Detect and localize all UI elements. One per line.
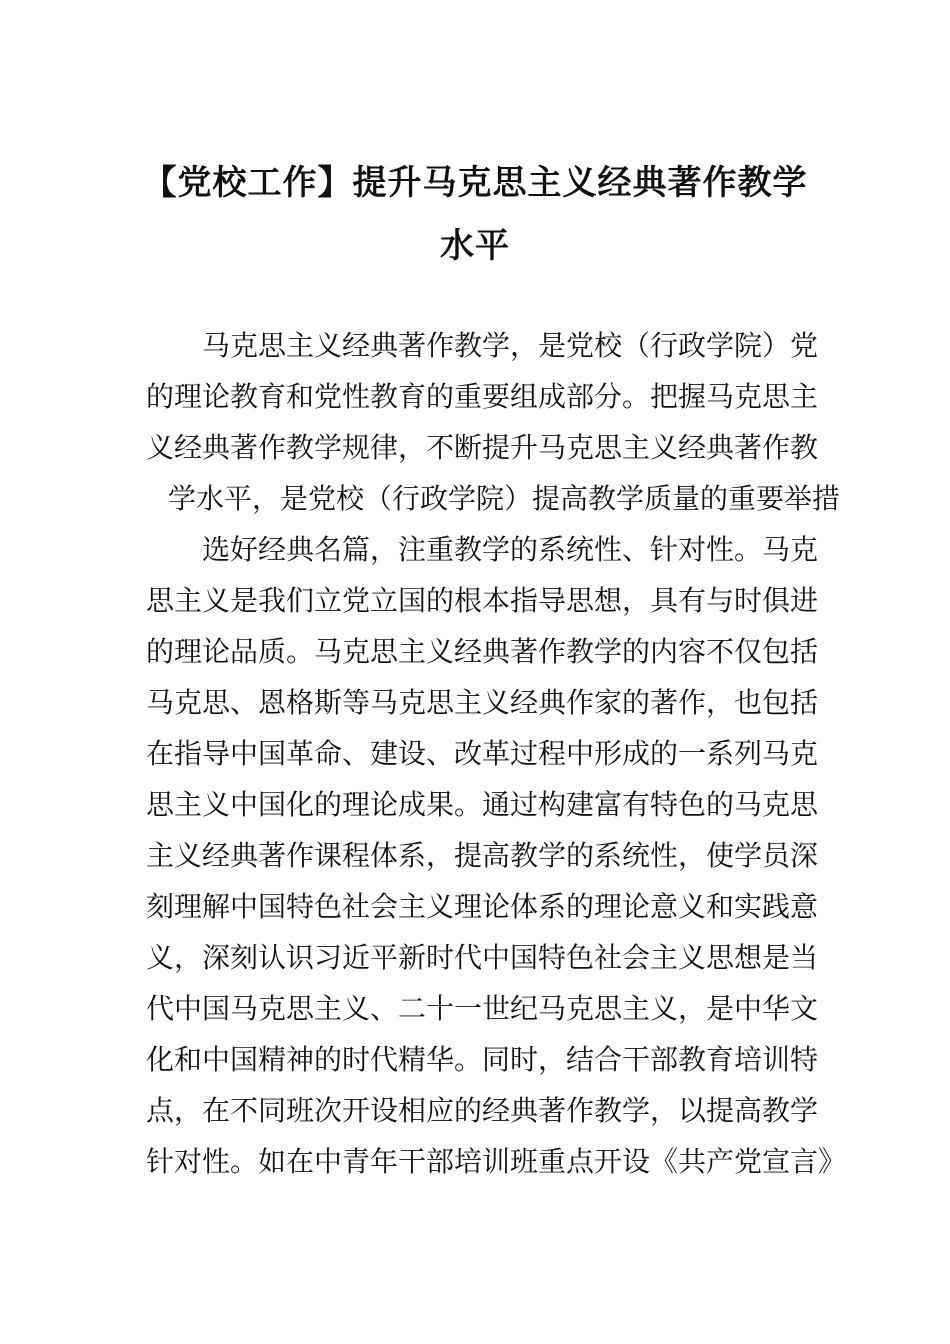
paragraph-line: 代中国马克思主义、二十一世纪马克思主义，是中华文: [146, 992, 819, 1025]
paragraph-line: 马克思主义经典著作教学，是党校（行政学院）党: [202, 329, 819, 362]
paragraph-line: 的理论品质。马克思主义经典著作教学的内容不仅包括: [146, 635, 819, 668]
paragraph-line: 义，深刻认识习近平新时代中国特色社会主义思想是当: [146, 941, 819, 974]
document-title-line-2: 水平: [440, 226, 510, 266]
paragraph-line: 主义经典著作课程体系，提高教学的系统性，使学员深: [146, 839, 819, 872]
paragraph-line: 针对性。如在中青年干部培训班重点开设《共产党宣言》: [146, 1145, 847, 1178]
paragraph-line: 选好经典名篇，注重教学的系统性、针对性。马克: [202, 533, 819, 566]
paragraph-line: 化和中国精神的时代精华。同时，结合干部教育培训特: [146, 1043, 819, 1076]
paragraph-line: 在指导中国革命、建设、改革过程中形成的一系列马克: [146, 737, 819, 770]
paragraph-line: 马克思、恩格斯等马克思主义经典作家的著作，也包括: [146, 686, 819, 719]
paragraph-line: 的理论教育和党性教育的重要组成部分。把握马克思主: [146, 380, 819, 413]
paragraph-line: 点，在不同班次开设相应的经典著作教学，以提高教学: [146, 1094, 819, 1127]
paragraph-line: 思主义是我们立党立国的根本指导思想，具有与时俱进: [146, 584, 819, 617]
paragraph-line: 义经典著作教学规律，不断提升马克思主义经典著作教: [146, 431, 819, 464]
document-title-line-1: 【党校工作】提升马克思主义经典著作教学: [142, 163, 808, 203]
paragraph-line: 思主义中国化的理论成果。通过构建富有特色的马克思: [146, 788, 819, 821]
paragraph-line: 刻理解中国特色社会主义理论体系的理论意义和实践意: [146, 890, 819, 923]
paragraph-line: 学水平，是党校（行政学院）提高教学质量的重要举措: [168, 482, 841, 515]
